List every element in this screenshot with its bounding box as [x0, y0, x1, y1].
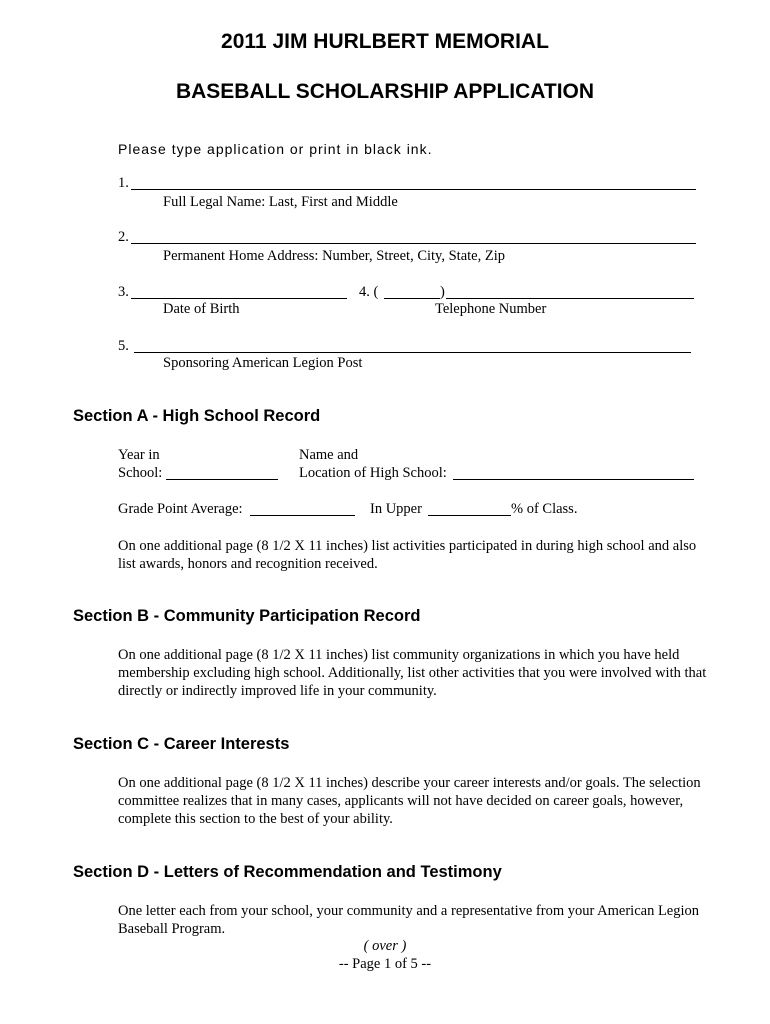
legion-post-label: Sponsoring American Legion Post — [163, 355, 363, 371]
date-of-birth-label: Date of Birth — [163, 301, 240, 317]
gpa-line[interactable] — [250, 515, 355, 516]
section-a-paragraph: On one additional page (8 1/2 X 11 inches) list activities participated in during high school and also list awards, honors and recognition received. — [118, 538, 697, 572]
section-c-heading: Section C - Career Interests — [73, 735, 290, 753]
class-label: % of Class. — [511, 501, 578, 517]
legion-post-line[interactable] — [134, 352, 691, 353]
section-c-paragraph: On one additional page (8 1/2 X 11 inches) describe your career interests and/or goals. The selection committee realizes that in many cases, applicants will not have decided on career goals, however, complete this section to the best of your ability. — [118, 775, 701, 827]
address-line[interactable] — [131, 243, 696, 244]
year-in-school-line[interactable] — [166, 479, 278, 480]
field-3-number: 3. — [118, 284, 129, 300]
field-1-number: 1. — [118, 175, 129, 191]
section-b-heading: Section B - Community Participation Record — [73, 607, 421, 625]
page-number: -- Page 1 of 5 -- — [338, 956, 432, 972]
telephone-label: Telephone Number — [435, 301, 547, 317]
over-note: ( over ) — [363, 938, 407, 954]
area-code-line[interactable] — [384, 298, 440, 299]
page-subtitle: BASEBALL SCHOLARSHIP APPLICATION — [175, 80, 595, 103]
instructions-text: Please type application or print in black ink. — [118, 141, 433, 157]
field-5-number: 5. — [118, 338, 129, 354]
school-name-label-2: Location of High School: — [299, 465, 447, 481]
field-2-number: 2. — [118, 229, 129, 245]
class-rank-line[interactable] — [428, 515, 511, 516]
school-name-line[interactable] — [453, 479, 694, 480]
field-4-paren: ) — [440, 284, 445, 300]
section-b-paragraph: On one additional page (8 1/2 X 11 inches) list community organizations in which you have held membership excluding high school. Additionally, list other activities that you were involved with that directly or indirectly improved life in your community. — [118, 647, 707, 699]
full-name-line[interactable] — [131, 189, 696, 190]
section-a-heading: Section A - High School Record — [73, 407, 321, 425]
page-title: 2011 JIM HURLBERT MEMORIAL — [221, 30, 549, 53]
field-4-number: 4. ( — [359, 284, 379, 300]
telephone-line[interactable] — [446, 298, 694, 299]
date-of-birth-line[interactable] — [131, 298, 347, 299]
year-label-2: School: — [118, 465, 163, 481]
section-d-heading: Section D - Letters of Recommendation and Testimony — [73, 863, 502, 881]
full-name-label: Full Legal Name: Last, First and Middle — [163, 194, 398, 210]
gpa-label: Grade Point Average: — [118, 501, 243, 517]
school-name-label-1: Name and — [299, 447, 359, 463]
year-label-1: Year in — [118, 447, 160, 463]
upper-label: In Upper — [370, 501, 422, 517]
address-label: Permanent Home Address: Number, Street, City, State, Zip — [163, 248, 505, 264]
section-d-paragraph: One letter each from your school, your community and a representative from your American Legion Baseball Program. — [118, 903, 700, 937]
